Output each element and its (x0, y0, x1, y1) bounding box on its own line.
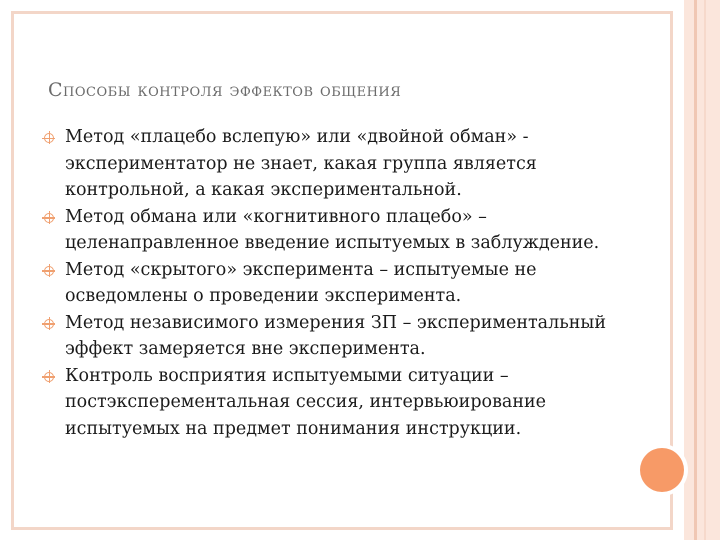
bullet-text: Метод «плацебо вслепую» или «двойной обман» - экспериментатор не знает, какая группа является контрольной, а какая экспериментальной. (65, 127, 537, 200)
bullet-item (40, 363, 620, 443)
crosshair-bullet-icon (44, 213, 54, 223)
bullet-text: Метод «скрытого» эксперимента – испытуемые не осведомлены о проведении эксперимента. (65, 259, 537, 306)
decorative-side-bar (684, 0, 720, 540)
crosshair-bullet-icon (44, 133, 54, 143)
side-bar-line (704, 0, 706, 540)
crosshair-bullet-icon (44, 266, 54, 276)
bullet-text: Метод независимого измерения ЗП – экспериментальный эффект замеряется вне эксперимента. (65, 312, 607, 359)
crosshair-bullet-icon (44, 319, 54, 329)
slide-title: Способы контроля эффектов общения (48, 79, 402, 101)
side-bar-line (694, 0, 697, 540)
bullet-list (40, 124, 620, 442)
accent-circle (640, 448, 684, 492)
bullet-text: Контроль восприятия испытуемыми ситуации – постэксперементальная сессия, интервьюирование испытуемых на предмет понимания инструкции. (65, 365, 547, 439)
bullet-item (40, 204, 620, 257)
bullet-item (40, 124, 620, 204)
crosshair-bullet-icon (44, 372, 54, 382)
bullet-item (40, 310, 620, 363)
bullet-item (40, 257, 620, 310)
bullet-text: Метод обмана или «когнитивного плацебо» – целенаправленное введение испытуемых в заблуждение. (65, 206, 600, 253)
